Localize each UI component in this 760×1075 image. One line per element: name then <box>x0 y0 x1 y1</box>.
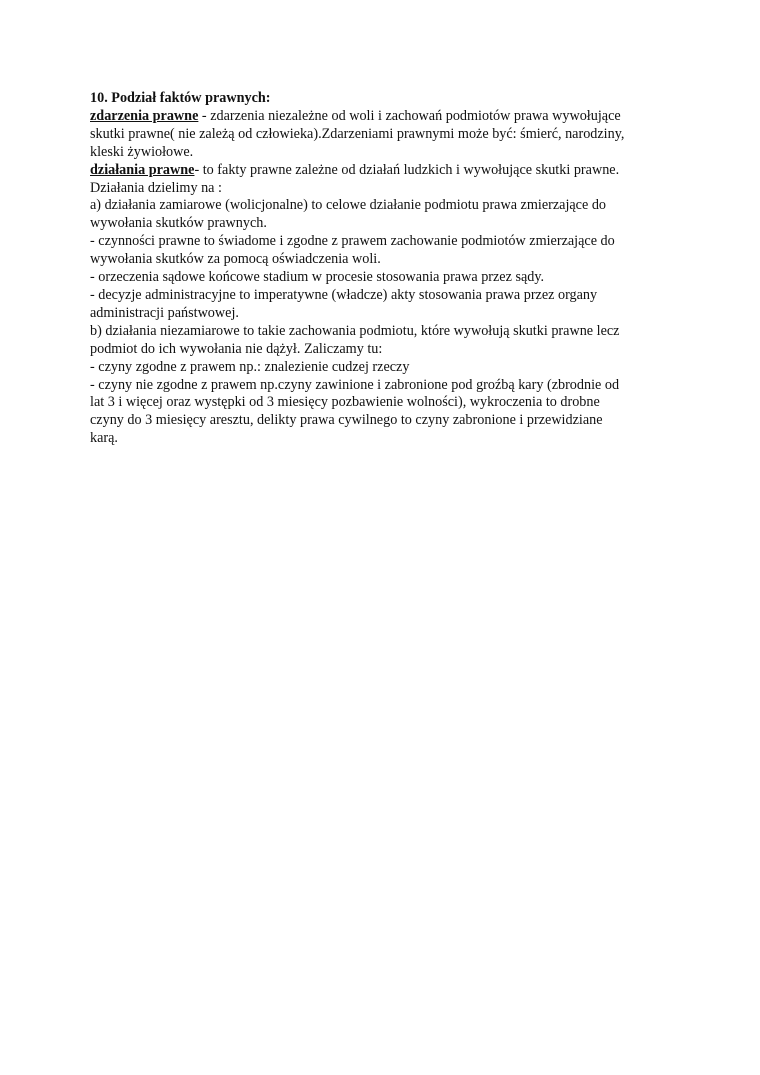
legal-events-definition: - zdarzenia niezależne od woli i zachowań podmiotów prawa wywołujące <box>198 107 621 124</box>
paragraph-legal-events-line-1 <box>90 108 680 126</box>
document-body <box>90 90 680 448</box>
item-unlawful-acts-line-4: karą. <box>90 430 118 447</box>
item-legal-acts-line-1: - czynności prawne to świadome i zgodne z prawem zachowanie podmiotów zmierzające do <box>90 233 615 250</box>
paragraph-legal-events-line-3: kleski żywiołowe. <box>90 143 194 160</box>
item-a-line-1: a) działania zamiarowe (wolicjonalne) to celowe działanie podmiotu prawa zmierzające do <box>90 197 607 214</box>
item-unlawful-acts-line-2: lat 3 i więcej oraz występki od 3 miesięcy pozbawienie wolności), wykroczenia to drobne <box>90 394 600 411</box>
section-heading: 10. Podział faktów prawnych: <box>90 90 271 106</box>
paragraph-legal-actions-line-1 <box>90 162 680 180</box>
item-b-line-1: b) działania niezamiarowe to takie zachowania podmiotu, które wywołują skutki prawne lecz <box>90 322 620 339</box>
paragraph-legal-actions-line-2: Działania dzielimy na : <box>90 179 222 196</box>
item-legal-acts-line-2: wywołania skutków za pomocą oświadczenia woli. <box>90 251 381 268</box>
item-admin-decisions-line-2: administracji państwowej. <box>90 304 239 321</box>
legal-actions-definition: - to fakty prawne zależne od działań ludzkich i wywołujące skutki prawne. <box>194 161 620 178</box>
item-unlawful-acts-line-1: - czyny nie zgodne z prawem np.czyny zawinione i zabronione pod groźbą kary (zbrodnie od <box>90 376 620 393</box>
item-lawful-acts-line-1: - czyny zgodne z prawem np.: znalezienie cudzej rzeczy <box>90 358 410 375</box>
term-legal-events: zdarzenia prawne <box>90 107 199 124</box>
item-unlawful-acts-line-3: czyny do 3 miesięcy aresztu, delikty prawa cywilnego to czyny zabronione i przewidziane <box>90 412 603 429</box>
item-a-line-2: wywołania skutków prawnych. <box>90 215 267 232</box>
term-legal-actions: działania prawne <box>90 161 195 178</box>
item-court-rulings-line-1: - orzeczenia sądowe końcowe stadium w procesie stosowania prawa przez sądy. <box>90 269 545 286</box>
paragraph-legal-events-line-2: skutki prawne( nie zależą od człowieka).Zdarzeniami prawnymi może być: śmierć, narodziny, <box>90 125 625 142</box>
item-b-line-2: podmiot do ich wywołania nie dążył. Zaliczamy tu: <box>90 340 383 357</box>
item-admin-decisions-line-1: - decyzje administracyjne to imperatywne (władcze) akty stosowania prawa przez organy <box>90 286 598 303</box>
